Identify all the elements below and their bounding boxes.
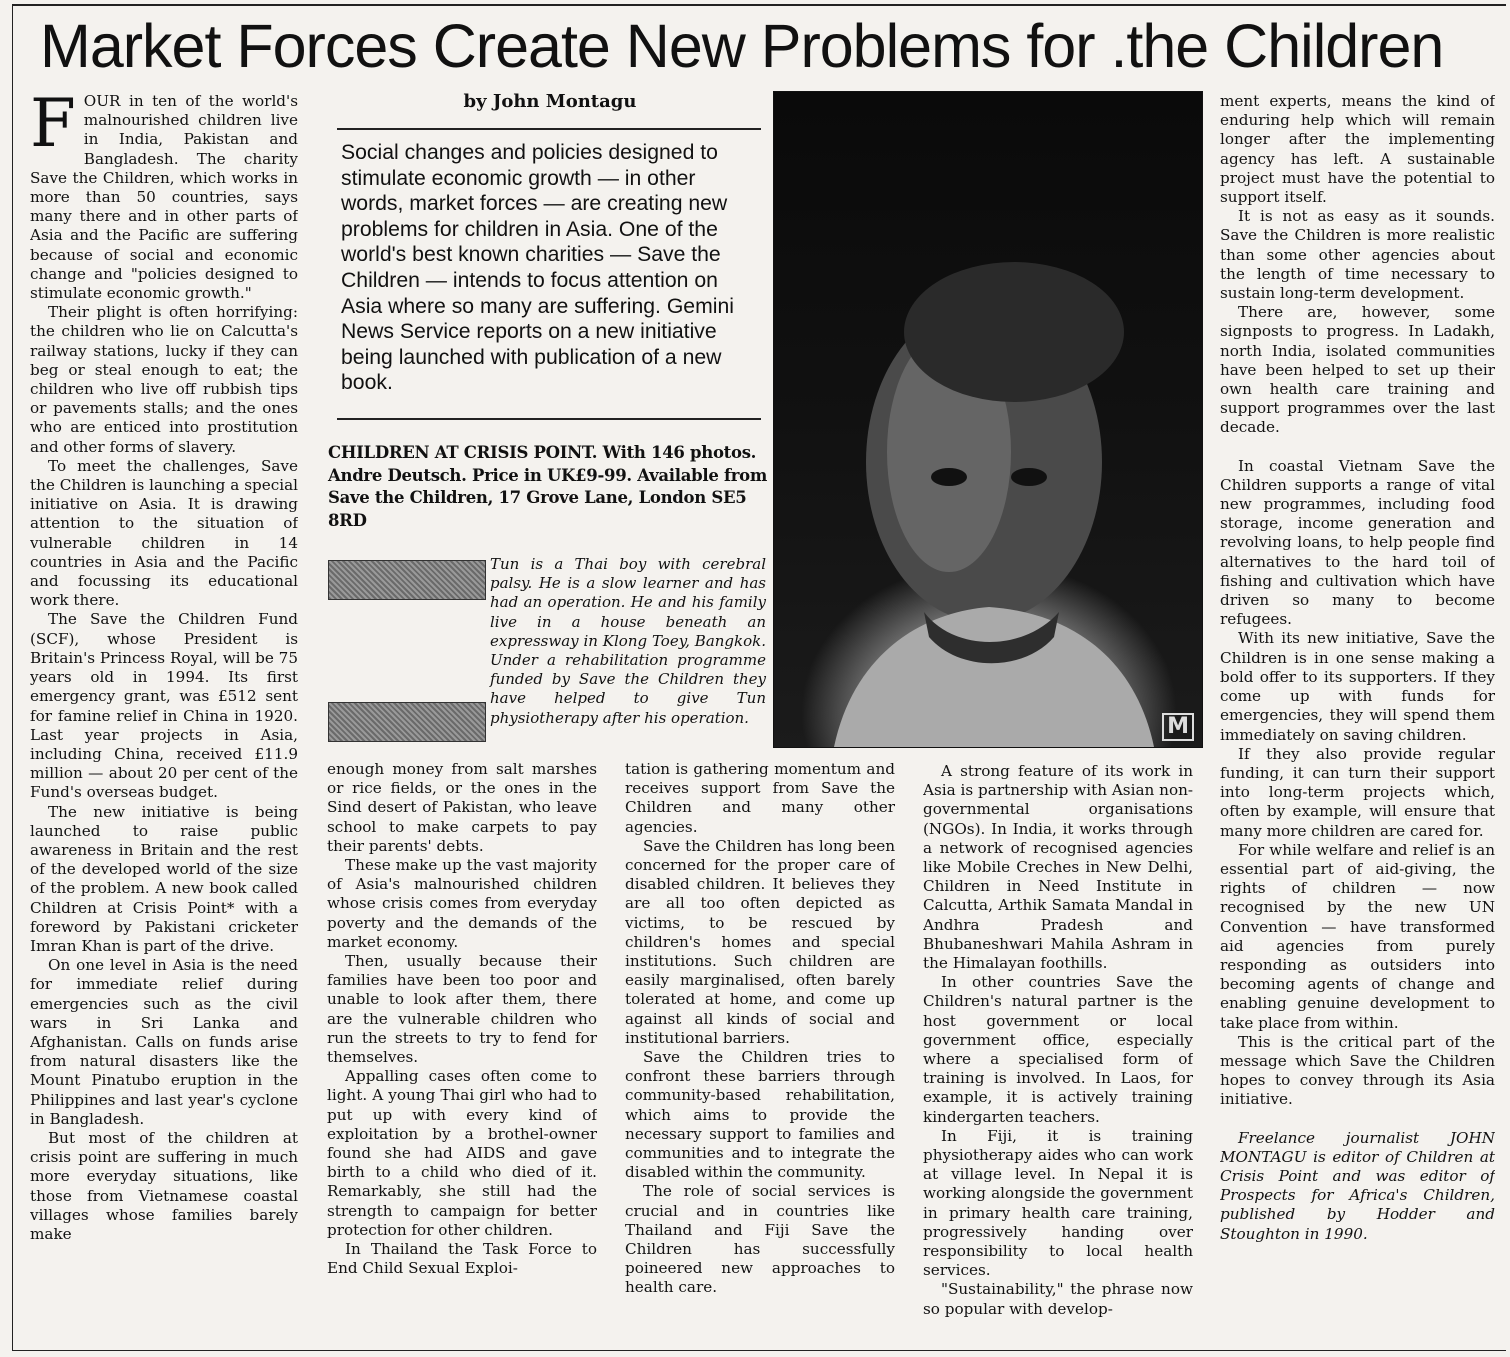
article-column-1 <box>30 92 298 1342</box>
paragraph: This is the critical part of the message which Save the Children hopes to convey through its Asia initiative. <box>1220 1032 1495 1109</box>
paragraph: If they also provide regular funding, it can turn their support into long-term projects which, often by example, will ensure that many more children are cared for. <box>1220 744 1495 840</box>
article-column-3 <box>625 760 895 1342</box>
paragraph: Their plight is often horrifying: the children who lie on Calcutta's railway stations, lucky if they can beg or steal enough to eat; the children who live off rubbish tips or pavements stalls; and the ones who are enticed into prostitution and other forms of slavery. <box>30 303 298 456</box>
drop-cap: F <box>30 92 76 162</box>
book-info: CHILDREN AT CRISIS POINT. With 146 photos. Andre Deutsch. Price in UK£9-99. Available from Save the Children, 17 Grove Lane, London SE5 8RD <box>328 443 768 530</box>
author-credit: Freelance journalist JOHN MONTAGU is editor of Children at Crisis Point and was editor of Prospects for Africa's Children, published by Hodder and Stoughton in 1990. <box>1220 1128 1495 1243</box>
paragraph: ment experts, means the kind of enduring help which will remain longer after the implementing agency has left. A sustainable project must have the potential to support itself. <box>1220 92 1495 207</box>
paragraph: Save the Children tries to confront these barriers through community-based rehabilitation, which aims to provide the necessary support to families and communities and to integrate the disabled within the community. <box>625 1048 895 1182</box>
headline: Market Forces Create New Problems for .the Children <box>40 12 1444 80</box>
paragraph: FOUR in ten of the world's malnourished children live in India, Pakistan and Bangladesh. The charity Save the Children, which works in more than 50 countries, says many there and in other parts of Asia and the Pacific are suffering because of social and economic change and "policies designed to stimulate economic growth." <box>30 92 298 303</box>
paragraph: Then, usually because their families have been too poor and unable to look after them, there are the vulnerable children who run the streets to try to fend for themselves. <box>327 952 597 1067</box>
paragraph: The role of social services is crucial and in countries like Thailand and Fiji Save the Children has successfully poineered new approaches to health care. <box>625 1182 895 1297</box>
paragraph: enough money from salt marshes or rice fields, or the ones in the Sind desert of Pakistan, who leave school to make carpets to pay their parents' debts. <box>327 760 597 855</box>
gemini-logo: M <box>1162 713 1194 741</box>
paragraph: There are, however, some signposts to progress. In Ladakh, north India, isolated communities have been helped to set up their own health care training and support programmes over the last decade. <box>1220 303 1495 437</box>
paragraph: In other countries Save the Children's natural partner is the host government or local government office, especially where a specialised form of training is involved. In Laos, for example, it is actively training kindergarten teachers. <box>923 973 1193 1126</box>
paragraph: The Save the Children Fund (SCF), whose President is Britain's Princess Royal, will be 75 years old in 1994. Its first emergency grant, was £512 sent for famine relief in China in 1920. Last year projects in Asia, including China, received £11.9 million — about 20 per cent of the Fund's overseas budget. <box>30 610 298 802</box>
paragraph: Save the Children has long been concerned for the proper care of disabled children. It believes they are all too often depicted as victims, to be rescued by children's homes and special institutions. Such children are easily marginalised, often barely tolerated at home, and come up against all kinds of social and institutional barriers. <box>625 836 895 1047</box>
bottom-rule <box>12 1350 1506 1351</box>
paragraph: These make up the vast majority of Asia's malnourished children whose crisis comes from everyday poverty and the demands of the market economy. <box>327 856 597 951</box>
paragraph: A strong feature of its work in Asia is partnership with Asian non-governmental organisations (NGOs). In India, it works through a network of recognised agencies like Mobile Creches in New Delhi, Children in Need Institute in Calcutta, Arthik Samata Mandal in Andhra Pradesh and Bhubaneshwari Mahila Ashram in the Himalayan foothills. <box>923 762 1193 973</box>
standfirst: Social changes and policies designed to stimulate economic growth — in other words, market forces — are creating new problems for children in Asia. One of the world's best known charities — Save the Children — intends to focus attention on Asia where so many are suffering. Gemini News Service reports on a new initiative being launched with publication of a new book. <box>337 128 761 420</box>
paragraph: With its new initiative, Save the Children is in one sense making a bold offer to its supporters. If they come up with funds for emergencies, they will spend them immediately on saving children. <box>1220 629 1495 744</box>
paragraph: In coastal Vietnam Save the Children supports a range of vital new programmes, including food storage, income generation and revolving loans, to help people find alternatives to the hard toil of fishing and cultivation which have driven so many to become refugees. <box>1220 456 1495 629</box>
top-rule <box>12 4 1506 6</box>
byline: by John Montagu <box>463 91 637 112</box>
caption-shade-bar <box>328 560 486 600</box>
paragraph: In Thailand the Task Force to End Child Sexual Exploi- <box>327 1240 597 1278</box>
child-photo <box>773 91 1203 748</box>
paragraph: The new initiative is being launched to raise public awareness in Britain and the rest of the developed world of the size of the problem. A new book called Children at Crisis Point* with a foreword by Pakistani cricketer Imran Khan is part of the drive. <box>30 802 298 955</box>
article-column-5 <box>1220 92 1495 1342</box>
paragraph: In Fiji, it is training physiotherapy aides who can work at village level. In Nepal it is working alongside the government in primary health care training, progressively handing over responsibility to local health services. <box>923 1126 1193 1280</box>
paragraph: It is not as easy as it sounds. Save the Children is more realistic than some other agencies about the length of time necessary to sustain long-term development. <box>1220 207 1495 303</box>
photo-caption: Tun is a Thai boy with cerebral palsy. He is a slow learner and has had an operation. He and his family live in a house beneath an expressway in Klong Toey, Bangkok. Under a rehabilitation programme funded by Save the Children they have helped to give Tun physiotherapy after his operation. <box>490 555 766 727</box>
child-photo-shapes <box>774 92 1202 747</box>
caption-shade-bar <box>328 702 486 742</box>
paragraph: To meet the challenges, Save the Children is launching a special initiative on Asia. It is drawing attention to the situation of vulnerable children in 14 countries in Asia and the Pacific and focussing its educational work there. <box>30 456 298 610</box>
paragraph: But most of the children at crisis point are suffering in much more everyday situations, like those from Vietnamese coastal villages whose families barely make <box>30 1128 298 1243</box>
left-rule <box>12 4 13 1351</box>
article-column-2 <box>327 760 597 1342</box>
paragraph: On one level in Asia is the need for immediate relief during emergencies such as the civil wars in Sri Lanka and Afghanistan. Calls on funds arise from natural disasters like the Mount Pinatubo eruption in the Philippines and last year's cyclone in Bangladesh. <box>30 956 298 1128</box>
paragraph: Appalling cases often come to light. A young Thai girl who had to put up with every kind of exploitation by a brothel-owner found she had AIDS and gave birth to a child who died of it. Remarkably, she still had the strength to campaign for better protection for other children. <box>327 1067 597 1239</box>
paragraph: "Sustainability," the phrase now so popular with develop- <box>923 1280 1193 1318</box>
paragraph: tation is gathering momentum and receives support from Save the Children and many other agencies. <box>625 760 895 836</box>
paragraph: For while welfare and relief is an essential part of aid-giving, the rights of children — now recognised by the new UN Convention — have transformed aid agencies from purely responding as outsiders into becoming agents of change and enabling genuine development to take place from within. <box>1220 840 1495 1032</box>
article-column-4 <box>923 762 1193 1342</box>
